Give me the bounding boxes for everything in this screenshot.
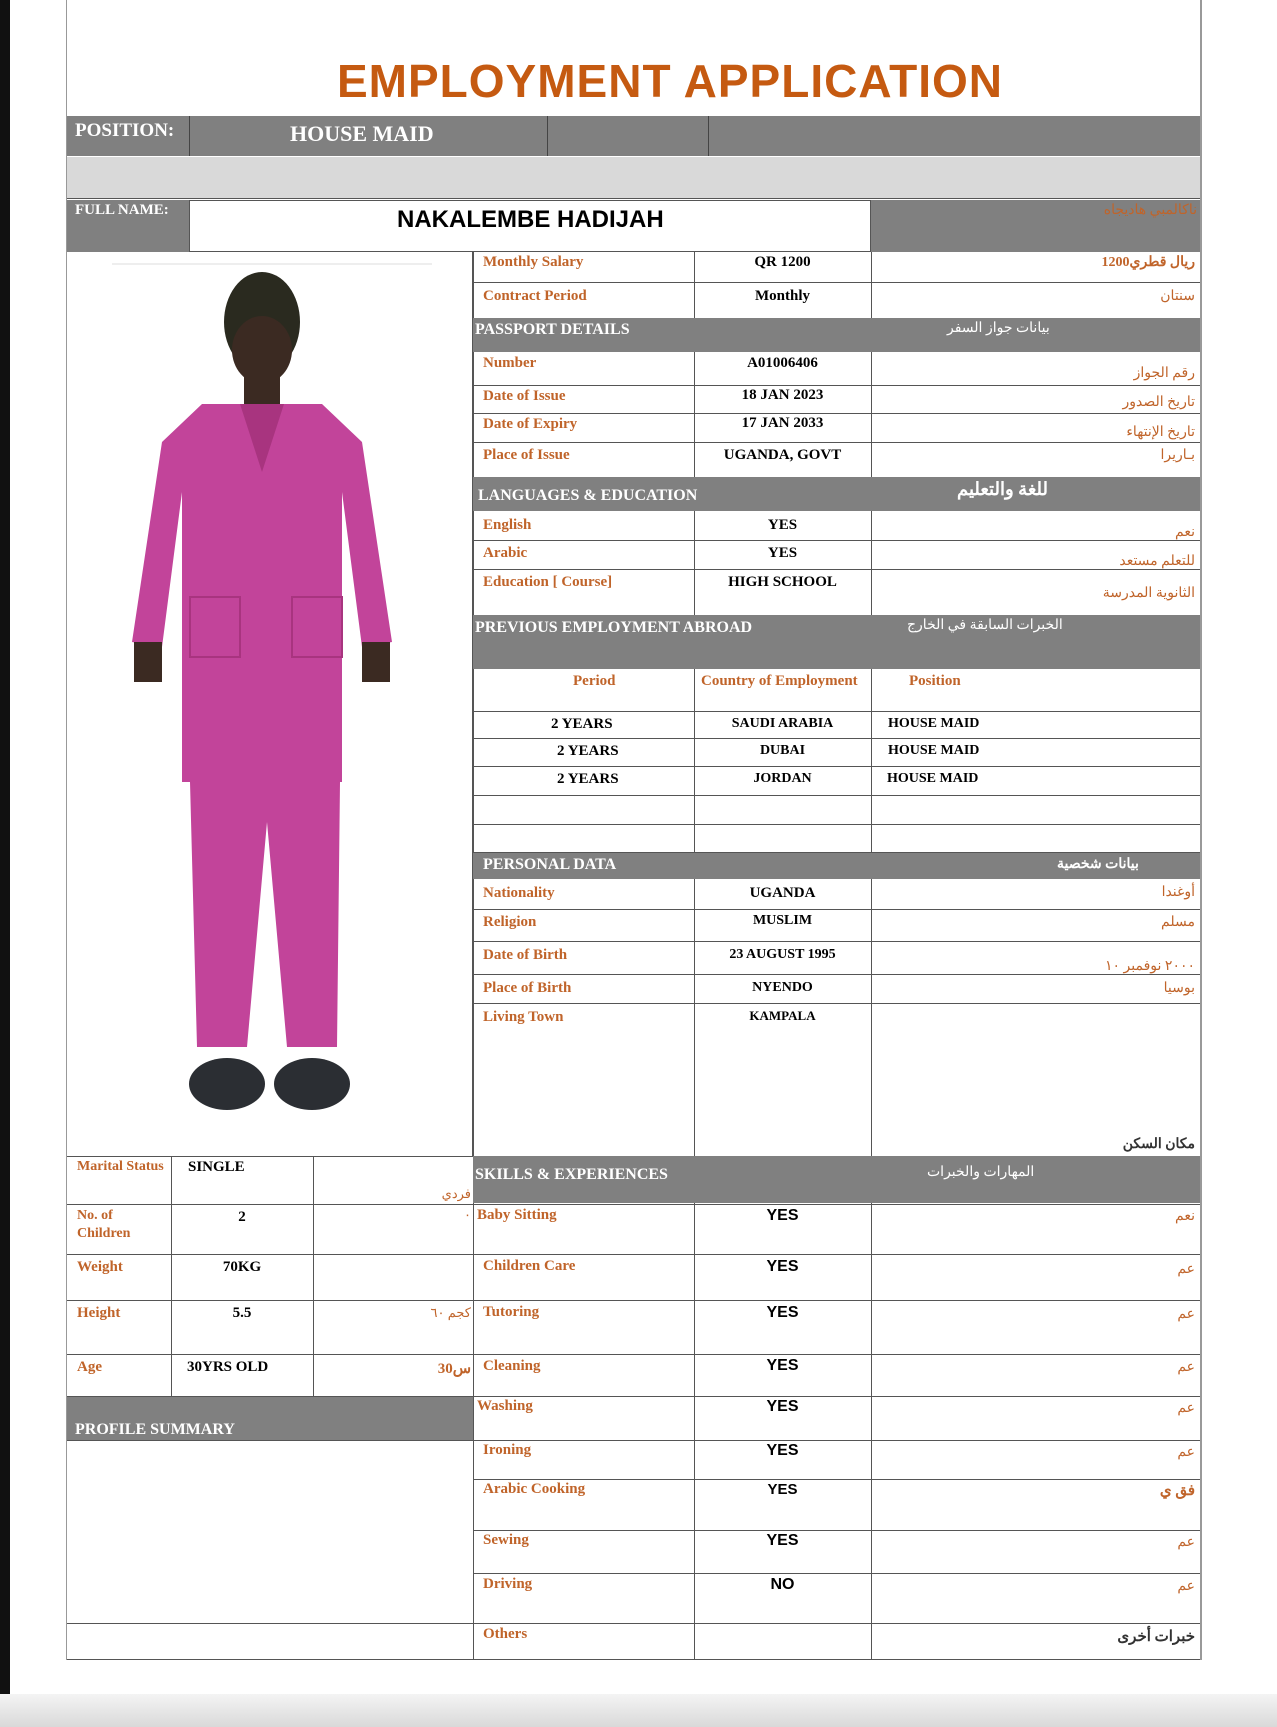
skill-cleaning-arabic: عم [1177, 1360, 1195, 1375]
skill-sewing-label: Sewing [483, 1532, 529, 1548]
skill-baby-sitting-arabic: نعم [1175, 1209, 1195, 1224]
religion-label: Religion [483, 914, 537, 930]
skills-header-arabic: المهارات والخبرات [927, 1165, 1035, 1180]
position-label: POSITION: [75, 120, 175, 141]
living-town-arabic: مكان السكن [1122, 1137, 1195, 1152]
employment-row-position: HOUSE MAID [887, 771, 979, 786]
skill-ironing-arabic: عم [1177, 1445, 1195, 1460]
living-town-label: Living Town [483, 1009, 564, 1025]
issue-date-arabic: تاريخ الصدور [1122, 395, 1195, 410]
form-title: EMPLOYMENT APPLICATION [337, 55, 1003, 107]
employment-col-position: Position [909, 673, 961, 689]
skill-cleaning-label: Cleaning [483, 1358, 541, 1374]
contract-value: Monthly [754, 288, 810, 304]
skill-children-care-value: YES [766, 1258, 799, 1275]
height-label: Height [77, 1305, 121, 1321]
education-label: Education [ Course] [483, 574, 613, 590]
skill-others-arabic: خبرات أخرى [1117, 1629, 1195, 1645]
skill-tutoring-value: YES [766, 1304, 799, 1321]
position-value: HOUSE MAID [290, 121, 434, 146]
passport-number-label: Number [483, 355, 537, 371]
full-name-value: NAKALEMBE HADIJAH [397, 206, 664, 233]
issue-date-label: Date of Issue [483, 388, 566, 404]
height-value: 5.5 [232, 1305, 252, 1321]
skill-children-care-label: Children Care [483, 1258, 576, 1274]
expiry-date-value: 17 JAN 2033 [741, 415, 824, 431]
issue-date-value: 18 JAN 2023 [741, 387, 824, 403]
languages-header-label: LANGUAGES & EDUCATION [478, 487, 698, 504]
english-value: YES [767, 517, 798, 533]
weight-value: 70KG [222, 1259, 262, 1275]
skill-driving-label: Driving [483, 1576, 533, 1592]
passport-header-label: PASSPORT DETAILS [475, 321, 630, 338]
birth-date-value: 23 AUGUST 1995 [729, 947, 836, 962]
marital-status-arabic: فردي [441, 1186, 471, 1201]
skill-arabic-cooking-arabic: فق ي [1159, 1483, 1195, 1499]
children-value: 2 [238, 1209, 246, 1225]
children-label: No. of Children [77, 1208, 131, 1241]
salary-arabic: ريال قطري1200 [1101, 255, 1195, 270]
nationality-value: UGANDA [749, 885, 816, 901]
full-name-label: FULL NAME: [75, 202, 169, 218]
employment-header-label: PREVIOUS EMPLOYMENT ABROAD [475, 619, 753, 636]
skill-washing-label: Washing [477, 1398, 533, 1414]
expiry-date-arabic: تاريخ الإنتهاء [1126, 425, 1195, 440]
languages-header-arabic: للغة والتعليم [957, 479, 1048, 499]
employment-row-country: DUBAI [759, 743, 806, 758]
skill-driving-value: NO [770, 1576, 795, 1593]
children-arabic: ٠ [464, 1207, 471, 1222]
weight-label: Weight [77, 1259, 123, 1275]
issue-place-arabic: بـاريرا [1160, 448, 1195, 463]
screen-edge-left [0, 0, 10, 1727]
issue-place-label: Place of Issue [483, 447, 570, 463]
marital-status-label: Marital Status [77, 1159, 164, 1174]
employment-header-arabic: الخبرات السابقة في الخارج [907, 618, 1063, 633]
age-value: 30YRS OLD [187, 1359, 269, 1375]
skills-header-label: SKILLS & EXPERIENCES [475, 1166, 668, 1183]
height-arabic: كجم ٦٠ [430, 1305, 471, 1320]
skill-ironing-value: YES [766, 1442, 799, 1459]
skill-sewing-value: YES [766, 1532, 799, 1549]
profile-summary-label: PROFILE SUMMARY [75, 1421, 235, 1438]
age-label: Age [77, 1359, 102, 1375]
birth-place-arabic: بوسيا [1163, 981, 1195, 996]
employment-col-period: Period [573, 673, 616, 689]
expiry-date-label: Date of Expiry [483, 416, 578, 432]
employment-row-period: 2 YEARS [551, 716, 613, 732]
birth-place-value: NYENDO [752, 980, 813, 995]
personal-header-label: PERSONAL DATA [483, 856, 617, 873]
arabic-label: Arabic [483, 545, 528, 561]
skill-others-label: Others [483, 1626, 528, 1642]
issue-place-value: UGANDA, GOVT [723, 447, 842, 463]
education-arabic: الثانوية المدرسة [1102, 586, 1195, 601]
age-arabic: س30 [437, 1361, 471, 1377]
arabic-arabic: للتعلم مستعد [1119, 554, 1195, 569]
skill-washing-value: YES [766, 1398, 799, 1415]
employment-row-country: SAUDI ARABIA [731, 716, 834, 731]
skill-children-care-arabic: عم [1177, 1262, 1195, 1277]
salary-label: Monthly Salary [483, 254, 584, 270]
applicant-photo [112, 262, 432, 1122]
salary-value: QR 1200 [754, 254, 811, 270]
passport-number-arabic: رقم الجواز [1133, 366, 1195, 381]
employment-row-period: 2 YEARS [557, 771, 619, 787]
birth-date-label: Date of Birth [483, 947, 568, 963]
english-label: English [483, 517, 532, 533]
english-arabic: نعم [1175, 525, 1195, 540]
arabic-value: YES [767, 545, 798, 561]
living-town-value: KAMPALA [749, 1008, 816, 1023]
skill-cleaning-value: YES [766, 1357, 799, 1374]
religion-value: MUSLIM [752, 913, 813, 928]
employment-row-country: JORDAN [753, 771, 812, 786]
passport-header-arabic: بيانات جواز السفر [947, 321, 1050, 336]
skill-arabic-cooking-value: YES [767, 1481, 798, 1498]
skill-tutoring-arabic: عم [1177, 1307, 1195, 1322]
skill-washing-arabic: عم [1177, 1401, 1195, 1416]
profile-summary-box [67, 1440, 473, 1660]
birth-place-label: Place of Birth [483, 980, 572, 996]
birth-date-arabic: ٢٠٠٠ نوفمبر ١٠ [1105, 959, 1195, 974]
marital-status-value: SINGLE [188, 1159, 245, 1175]
skill-baby-sitting-label: Baby Sitting [477, 1207, 557, 1223]
separator-band [67, 157, 1200, 199]
employment-row-position: HOUSE MAID [888, 743, 980, 758]
contract-arabic: سنتان [1160, 289, 1195, 304]
education-value: HIGH SCHOOL [728, 574, 837, 590]
nationality-label: Nationality [483, 885, 555, 901]
full-name-arabic: ناكالمبي هاديجاه [1103, 203, 1197, 218]
nationality-arabic: أوغندا [1161, 885, 1195, 900]
skill-tutoring-label: Tutoring [483, 1304, 540, 1320]
contract-label: Contract Period [483, 288, 587, 304]
religion-arabic: مسلم [1161, 915, 1195, 930]
employment-row-period: 2 YEARS [557, 743, 619, 759]
personal-header-arabic: بيانات شخصية [1057, 857, 1139, 872]
employment-row-position: HOUSE MAID [888, 716, 980, 731]
employment-col-country: Country of Employment [701, 673, 858, 689]
skill-driving-arabic: عم [1177, 1579, 1195, 1594]
position-row [67, 116, 1200, 156]
skill-sewing-arabic: عم [1177, 1535, 1195, 1550]
skill-baby-sitting-value: YES [766, 1207, 799, 1224]
passport-number-value: A01006406 [747, 355, 818, 371]
skill-arabic-cooking-label: Arabic Cooking [483, 1481, 586, 1497]
screen-edge-bottom [0, 1694, 1277, 1727]
application-form [66, 0, 1202, 1660]
skill-ironing-label: Ironing [483, 1442, 532, 1458]
